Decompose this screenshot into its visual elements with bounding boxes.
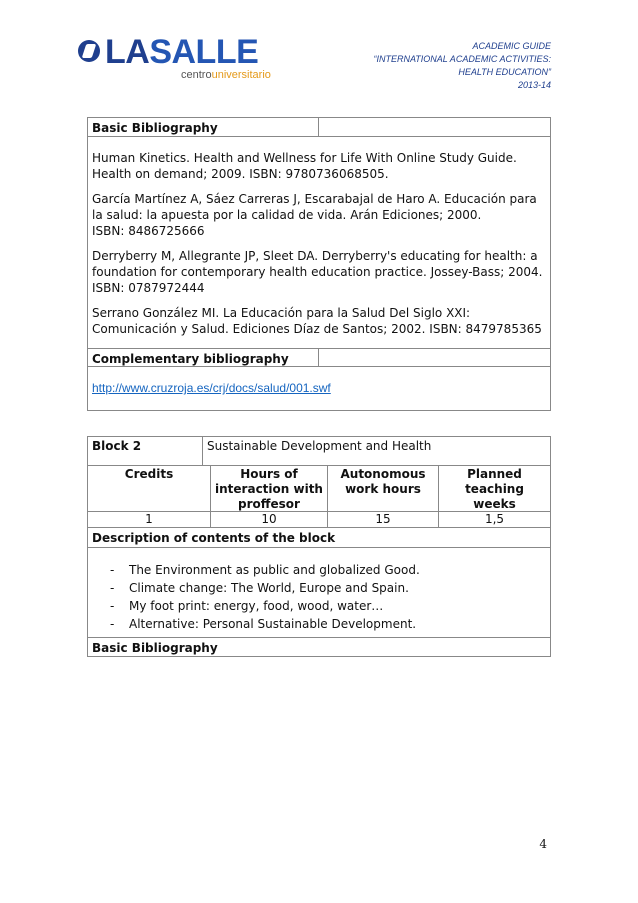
credits-value: 1 [88, 512, 211, 527]
column-divider [318, 349, 319, 366]
bibliography-table [87, 117, 551, 411]
list-item-text: The Environment as public and globalized Good. [129, 563, 420, 577]
block2-label: Block 2 [88, 437, 203, 465]
dash-bullet: - [110, 581, 115, 595]
dash-bullet: - [110, 617, 115, 631]
list-item-text: Alternative: Personal Sustainable Development. [129, 617, 417, 631]
logo-subtitle: centrouniversitario [181, 69, 271, 81]
block2-basic-bibliography-heading-row [88, 637, 550, 656]
document-header-info [373, 40, 551, 92]
block2-values-row [88, 511, 550, 527]
basic-bibliography-heading-row [88, 118, 550, 136]
teaching-weeks-header: Planned teaching weeks [465, 467, 524, 511]
header-line: 2013-14 [517, 80, 551, 90]
hours-interaction-header: Hours of interaction with proffesor [211, 466, 328, 512]
complementary-bibliography-link[interactable]: http://www.cruzroja.es/crj/docs/salud/001.swf [92, 381, 331, 395]
list-item [110, 579, 550, 597]
list-item [110, 597, 550, 615]
header-line: ACADEMIC GUIDE [472, 41, 551, 51]
autonomous-hours-value: 15 [328, 512, 439, 527]
column-divider [318, 118, 319, 136]
logo-wordmark: LASALLE [105, 33, 259, 71]
contents-list [88, 561, 550, 633]
list-item [110, 561, 550, 579]
bibliography-entry: García Martínez A, Sáez Carreras J, Escarabajal de Haro A. Educación para la salud: la apuesta por la calidad de vida. Arán Ediciones; 2000. [92, 192, 537, 222]
block2-title: Sustainable Development and Health [207, 439, 432, 453]
complementary-bibliography-heading: Complementary bibliography [92, 352, 289, 366]
bibliography-entry: Derryberry M, Allegrante JP, Sleet DA. Derryberry's educating for health: a foundation for contemporary health education practice. Jossey-Bass; 2004. [92, 249, 543, 279]
complementary-link-row [88, 366, 550, 410]
list-item [110, 615, 550, 633]
list-item-text: Climate change: The World, Europe and Spain. [129, 581, 409, 595]
logo [78, 33, 278, 86]
basic-bibliography-heading: Basic Bibliography [92, 121, 218, 135]
hours-interaction-value: 10 [211, 512, 328, 527]
logo-mark-icon [78, 40, 100, 62]
bibliography-entries [88, 136, 550, 348]
dash-bullet: - [110, 599, 115, 613]
credits-header: Credits [88, 466, 211, 512]
complementary-bibliography-heading-row [88, 348, 550, 366]
description-heading: Description of contents of the block [92, 531, 336, 545]
block2-table [87, 436, 551, 657]
header-line: HEALTH EDUCATION” [458, 67, 551, 77]
bibliography-entry: Human Kinetics. Health and Wellness for Life With Online Study Guide. Health on demand; 2009. ISBN: 9780736068505. [92, 151, 517, 181]
basic-bibliography-heading: Basic Bibliography [92, 641, 218, 655]
dash-bullet: - [110, 563, 115, 577]
block2-column-headers [88, 465, 550, 511]
list-item-text: My foot print: energy, food, wood, water… [129, 599, 384, 613]
block2-title-row [88, 437, 550, 465]
header-line: “INTERNATIONAL ACADEMIC ACTIVITIES: [373, 54, 551, 64]
autonomous-hours-header: Autonomous work hours [328, 466, 439, 512]
description-heading-row [88, 527, 550, 547]
block2-contents [88, 547, 550, 637]
bibliography-entry: Serrano González MI. La Educación para la Salud Del Siglo XXI: Comunicación y Salud. Ediciones Díaz de Santos; 2002. ISBN: 8479785365 [92, 306, 542, 336]
bibliography-entry-isbn: ISBN: 0787972444 [92, 281, 205, 295]
bibliography-entry-isbn: ISBN: 8486725666 [92, 224, 205, 238]
teaching-weeks-value: 1,5 [484, 512, 505, 526]
page-number: 4 [539, 837, 547, 851]
